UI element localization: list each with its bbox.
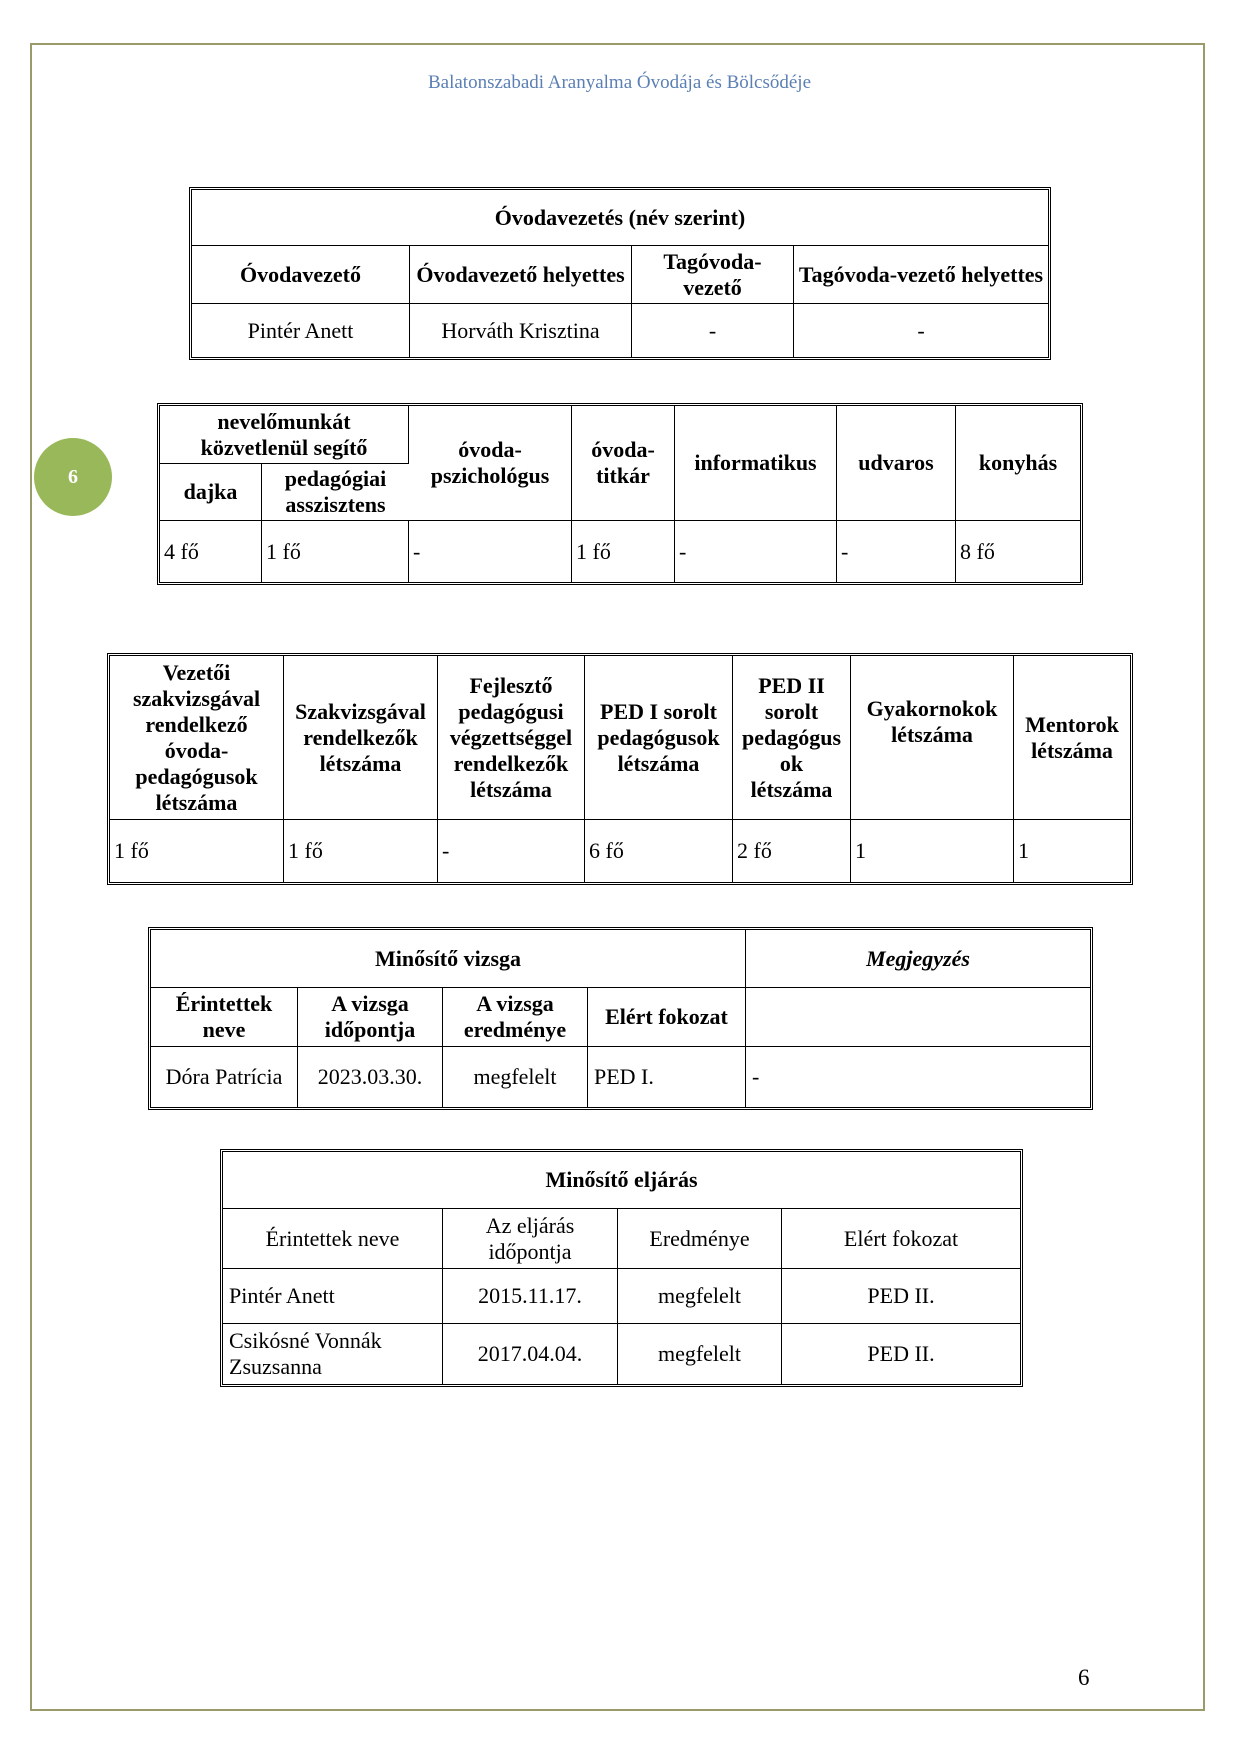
- staff-cell: -: [409, 521, 572, 582]
- qualification-header-cell: Gyakornokok létszáma: [851, 656, 1014, 820]
- procedure-header-cell: Az eljárás időpontja: [443, 1209, 618, 1269]
- note-cell: -: [752, 1064, 760, 1089]
- qualifying-exam-caption: Minősítő vizsga: [151, 930, 746, 988]
- qualification-header-cell: PED I sorolt pedagógusok létszáma: [585, 656, 733, 820]
- leadership-header-cell: Óvodavezető: [192, 246, 410, 304]
- qualification-header-cell: PED II sorolt pedagógus ok létszáma: [733, 656, 851, 820]
- staff-header-cell: udvaros: [837, 406, 956, 521]
- staff-cell: -: [837, 521, 956, 582]
- staff-cell: 1 fő: [572, 521, 675, 582]
- leadership-cell: Pintér Anett: [192, 304, 410, 357]
- procedure-header-cell: Érintettek neve: [223, 1209, 443, 1269]
- staff-sub-header-cell: dajka: [160, 464, 262, 521]
- document-header-title: Balatonszabadi Aranyalma Óvodája és Bölcsődéje: [427, 72, 812, 93]
- procedure-cell: megfelelt: [618, 1324, 782, 1384]
- staff-cell: 4 fő: [160, 521, 262, 582]
- qualifying-exam-table: [148, 927, 1093, 1110]
- side-page-badge: 6: [34, 438, 112, 516]
- qualification-cell: -: [438, 820, 585, 882]
- procedure-cell: 2015.11.17.: [443, 1269, 618, 1324]
- note-header: Megjegyzés: [746, 930, 1090, 988]
- leadership-header-cell: Tagóvoda-vezető helyettes: [794, 246, 1048, 304]
- qualification-cell: 1: [1018, 838, 1029, 863]
- staff-group-header: nevelőmunkát közvetlenül segítő: [160, 406, 409, 464]
- exam-cell: PED I.: [588, 1047, 746, 1107]
- qualification-header-cell: Mentorok létszáma: [1014, 656, 1130, 820]
- exam-header-cell: Elért fokozat: [588, 988, 746, 1047]
- page-number: 6: [1078, 1665, 1090, 1690]
- leadership-table: [189, 187, 1051, 360]
- leadership-cell: -: [632, 304, 794, 357]
- staff-header-cell: informatikus: [675, 406, 837, 521]
- qualification-cell: 1 fő: [110, 820, 284, 882]
- procedure-cell: Pintér Anett: [223, 1269, 443, 1324]
- qualifying-procedure-caption: Minősítő eljárás: [223, 1152, 1020, 1209]
- qualification-table: [107, 653, 1133, 885]
- exam-header-cell: A vizsga időpontja: [298, 988, 443, 1047]
- exam-cell: Dóra Patrícia: [151, 1047, 298, 1107]
- leadership-header-cell: Óvodavezető helyettes: [410, 246, 632, 304]
- procedure-cell: PED II.: [867, 1341, 935, 1366]
- exam-header-cell: A vizsga eredménye: [443, 988, 588, 1047]
- staff-header-cell: konyhás: [956, 406, 1080, 521]
- qualification-cell: 1 fő: [284, 820, 438, 882]
- leadership-caption: Óvodavezetés (név szerint): [192, 190, 1048, 246]
- note-empty-cell: [746, 988, 1090, 1047]
- procedure-cell: Csikósné Vonnák Zsuzsanna: [223, 1324, 443, 1384]
- procedure-cell: PED II.: [782, 1269, 1020, 1324]
- staff-header-cell: óvoda-titkár: [572, 406, 675, 521]
- procedure-header-cell: Elért fokozat: [782, 1209, 1020, 1269]
- staff-cell: 1 fő: [262, 521, 409, 582]
- qualification-cell: 6 fő: [585, 820, 733, 882]
- qualification-cell: 1: [851, 820, 1014, 882]
- procedure-cell: megfelelt: [618, 1269, 782, 1324]
- qualification-header-cell: Szakvizsgával rendelkezők létszáma: [284, 656, 438, 820]
- staff-cell: -: [675, 521, 837, 582]
- qualification-cell: 2 fő: [733, 820, 851, 882]
- exam-header-cell: Érintettek neve: [151, 988, 298, 1047]
- exam-cell: megfelelt: [443, 1047, 588, 1107]
- staff-cell: 8 fő: [960, 538, 995, 564]
- leadership-cell: Horváth Krisztina: [410, 304, 632, 357]
- qualification-header-cell: Vezetői szakvizsgával rendelkező óvoda-pedagógusok létszáma: [110, 656, 284, 820]
- qualification-header-cell: Fejlesztő pedagógusi végzettséggel rendelkezők létszáma: [438, 656, 585, 820]
- staff-sub-header-cell: pedagógiai asszisztens: [262, 464, 409, 521]
- leadership-header-cell: Tagóvoda-vezető: [632, 246, 794, 304]
- procedure-cell: 2017.04.04.: [443, 1324, 618, 1384]
- leadership-cell: -: [917, 317, 925, 343]
- staff-header-cell: óvoda-pszichológus: [409, 406, 572, 521]
- exam-cell: 2023.03.30.: [298, 1047, 443, 1107]
- staff-table: [157, 403, 1083, 585]
- procedure-header-cell: Eredménye: [618, 1209, 782, 1269]
- qualifying-procedure-table: [220, 1149, 1023, 1387]
